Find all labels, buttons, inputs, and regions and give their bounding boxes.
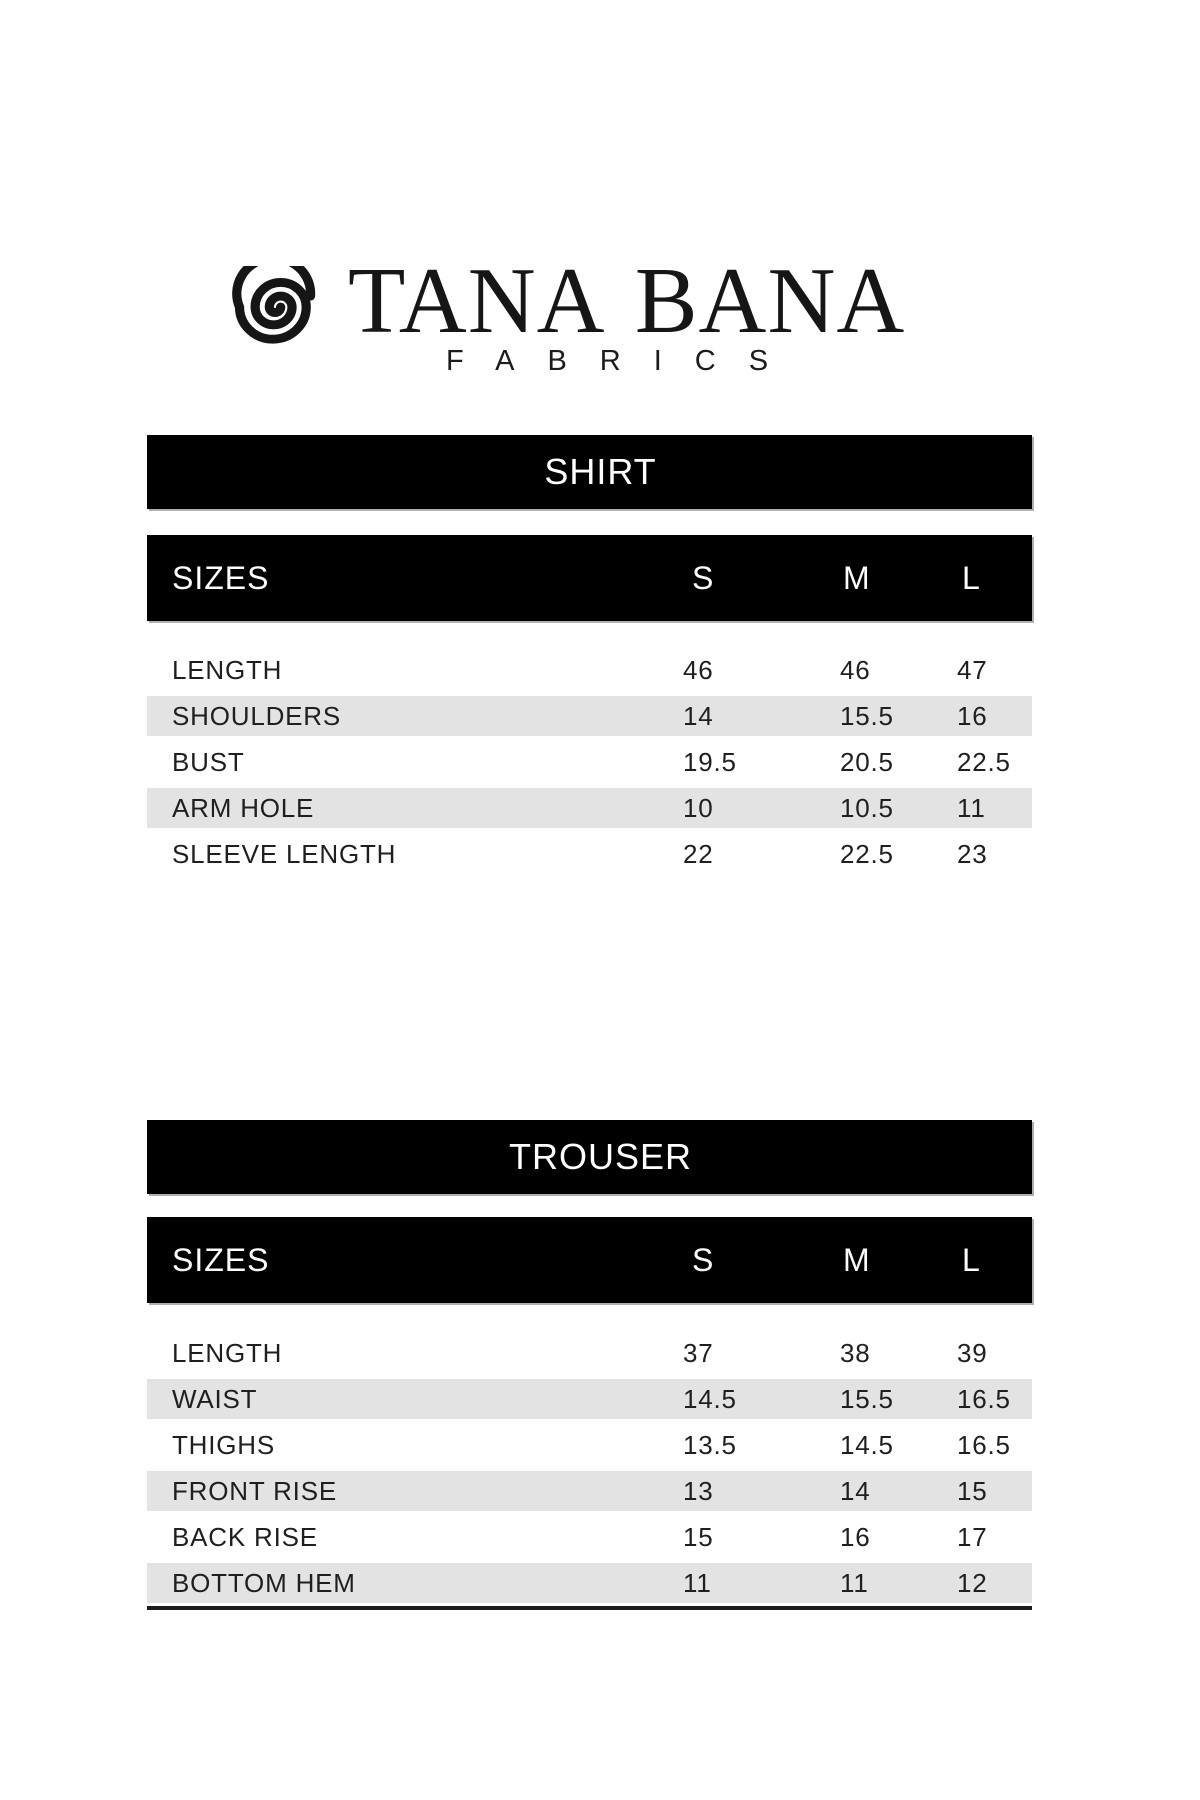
column-header-m: M (843, 1241, 871, 1278)
brand-subtitle: FABRICS (446, 345, 802, 377)
table-row (147, 647, 1032, 693)
cell-value: 46 (683, 654, 714, 685)
row-label: LENGTH (172, 1337, 283, 1368)
cell-value: 46 (840, 654, 871, 685)
cell-value: 37 (683, 1337, 714, 1368)
cell-value: 17 (957, 1521, 988, 1552)
cell-value: 10.5 (840, 792, 894, 823)
row-label: BUST (172, 746, 245, 777)
cell-value: 15.5 (840, 1383, 894, 1414)
shirt-title-bar (147, 435, 1032, 509)
column-header-l: L (962, 559, 981, 596)
cell-value: 20.5 (840, 746, 894, 777)
cell-value: 14.5 (840, 1429, 894, 1460)
row-label: SLEEVE LENGTH (172, 838, 397, 869)
cell-value: 16 (840, 1521, 871, 1552)
sizes-header-label: SIZES (172, 559, 270, 596)
cell-value: 13 (683, 1475, 714, 1506)
cell-value: 10 (683, 792, 714, 823)
cell-value: 22 (683, 838, 714, 869)
shirt-sizes-header (147, 535, 1032, 621)
trouser-title: TROUSER (508, 1136, 692, 1177)
table-row (147, 1376, 1032, 1422)
table-row (147, 785, 1032, 831)
table-row (147, 831, 1032, 877)
cell-value: 39 (957, 1337, 988, 1368)
cell-value: 15 (683, 1521, 714, 1552)
column-header-m: M (843, 559, 871, 596)
cell-value: 19.5 (683, 746, 737, 777)
table-row (147, 1330, 1032, 1376)
trouser-sizes-header (147, 1217, 1032, 1303)
cell-value: 14.5 (683, 1383, 737, 1414)
trouser-measurement-rows (147, 1330, 1032, 1606)
row-label: SHOULDERS (172, 700, 342, 731)
cell-value: 14 (683, 700, 714, 731)
trouser-title-bar (147, 1120, 1032, 1194)
cell-value: 14 (840, 1475, 871, 1506)
cell-value: 16.5 (957, 1429, 1011, 1460)
cell-value: 15.5 (840, 700, 894, 731)
cell-value: 23 (957, 838, 988, 869)
cell-value: 22.5 (957, 746, 1011, 777)
row-label: ARM HOLE (172, 792, 315, 823)
cell-value: 15 (957, 1475, 988, 1506)
table-row (147, 1468, 1032, 1514)
row-label: THIGHS (172, 1429, 276, 1460)
cell-value: 11 (683, 1567, 712, 1598)
row-label: FRONT RISE (172, 1475, 337, 1506)
column-header-s: S (692, 1241, 715, 1278)
row-label: BOTTOM HEM (172, 1567, 356, 1598)
column-header-l: L (962, 1241, 981, 1278)
brand-title: TANA BANA (348, 249, 906, 353)
cell-value: 11 (957, 792, 986, 823)
cell-value: 11 (840, 1567, 869, 1598)
row-label: WAIST (172, 1383, 258, 1414)
cell-value: 12 (957, 1567, 988, 1598)
table-row (147, 1514, 1032, 1560)
cell-value: 47 (957, 654, 988, 685)
cell-value: 22.5 (840, 838, 894, 869)
cell-value: 16 (957, 700, 988, 731)
cell-value: 38 (840, 1337, 871, 1368)
table-row (147, 739, 1032, 785)
cell-value: 16.5 (957, 1383, 1011, 1414)
shirt-measurement-rows (147, 647, 1032, 877)
column-header-s: S (692, 559, 715, 596)
spiral-icon (231, 266, 319, 344)
sizes-header-label: SIZES (172, 1241, 270, 1278)
table-row (147, 693, 1032, 739)
table-row (147, 1560, 1032, 1606)
cell-value: 13.5 (683, 1429, 737, 1460)
shirt-size-table (147, 435, 1032, 895)
trouser-size-table (147, 1120, 1032, 1620)
row-label: LENGTH (172, 654, 283, 685)
row-label: BACK RISE (172, 1521, 318, 1552)
shirt-title: SHIRT (544, 451, 657, 492)
table-row (147, 1422, 1032, 1468)
table-bottom-rule (147, 1606, 1032, 1610)
